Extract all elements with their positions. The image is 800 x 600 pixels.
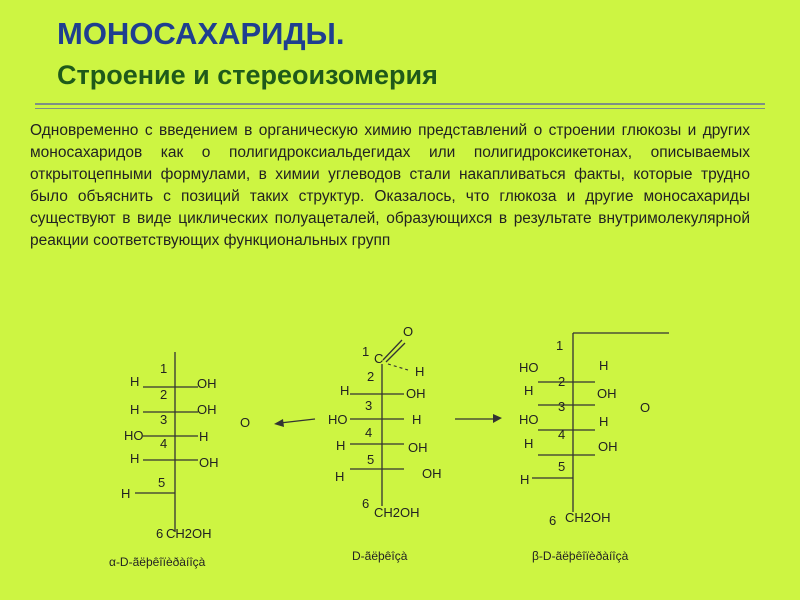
open-ch2oh: CH2OH: [374, 505, 420, 520]
open-number-3: 3: [365, 398, 373, 413]
open-number-4: 4: [365, 425, 373, 440]
open-left-4: H: [335, 469, 345, 484]
beta-ch2oh: CH2OH: [565, 510, 611, 525]
open-number-6: 6: [362, 496, 370, 511]
open-aldehyde-oxygen: O: [403, 324, 414, 339]
open-right-3: OH: [408, 440, 428, 455]
alpha-left-5: H: [121, 486, 131, 501]
beta-number-3: 3: [558, 399, 566, 414]
open-number-2: 2: [367, 369, 375, 384]
beta-left-2: H: [524, 383, 534, 398]
open-number-1: 1: [362, 344, 370, 359]
open-left-1: H: [340, 383, 350, 398]
alpha-left-1: H: [130, 374, 140, 389]
alpha-right-2: OH: [197, 402, 217, 417]
alpha-number-1: 1: [160, 361, 168, 376]
beta-number-4: 4: [558, 427, 566, 442]
beta-right-2: OH: [597, 386, 617, 401]
open-left-3: H: [336, 438, 346, 453]
open-aldehyde-h: H: [415, 364, 425, 379]
beta-number-2: 2: [558, 374, 566, 389]
slide-title: МОНОСАХАРИДЫ.: [57, 16, 345, 51]
beta-right-1: H: [599, 358, 609, 373]
beta-number-1: 1: [556, 338, 564, 353]
beta-ring-oxygen: O: [640, 400, 651, 415]
beta-caption: β-D-ãëþêîïèðàíîçà: [532, 549, 629, 563]
beta-right-4: OH: [598, 439, 618, 454]
body-paragraph: Одновременно с введением в органическую химию представлений о строении глюкозы и других моносахаридов как о полигидроксиальдегидах или полигидроксикетонах, описываемых открытоцепными формулами, в химии углеводов стали накапливаться факты, которые трудно было объяснить с позиций таких структур. Оказалось, что глюкоза и другие моносахариды существуют в виде циклических полуацеталей, образующихся в результате внутримолекулярной реакции соответствующих функциональных групп: [30, 122, 750, 249]
open-right-4: OH: [422, 466, 442, 481]
arrow-right-icon: [493, 414, 502, 423]
beta-left-5: H: [520, 472, 530, 487]
alpha-left-3: HO: [124, 428, 144, 443]
beta-number-6: 6: [549, 513, 557, 528]
open-caption: D-ãëþêîçà: [352, 549, 408, 563]
slide-subtitle: Строение и стереоизомерия: [57, 60, 438, 90]
beta-left-1: HO: [519, 360, 539, 375]
open-carbon: C: [374, 351, 384, 366]
alpha-left-2: H: [130, 402, 140, 417]
open-number-5: 5: [367, 452, 375, 467]
alpha-right-1: OH: [197, 376, 217, 391]
arrow-left-icon: [274, 419, 284, 427]
alpha-left-4: H: [130, 451, 140, 466]
beta-number-5: 5: [558, 459, 566, 474]
alpha-number-6: 6: [156, 526, 164, 541]
open-right-2: H: [412, 412, 422, 427]
alpha-caption: α-D-ãëþêîïèðàíîçà: [109, 555, 206, 569]
alpha-right-4: OH: [199, 455, 219, 470]
beta-left-3: HO: [519, 412, 539, 427]
alpha-ring-oxygen: O: [240, 415, 251, 430]
alpha-ch2oh: CH2OH: [166, 526, 212, 541]
open-left-2: HO: [328, 412, 348, 427]
beta-right-3: H: [599, 414, 609, 429]
alpha-number-3: 3: [160, 412, 168, 427]
beta-left-4: H: [524, 436, 534, 451]
alpha-right-3: H: [199, 429, 209, 444]
alpha-number-4: 4: [160, 436, 168, 451]
alpha-number-2: 2: [160, 387, 168, 402]
alpha-number-5: 5: [158, 475, 166, 490]
open-right-1: OH: [406, 386, 426, 401]
